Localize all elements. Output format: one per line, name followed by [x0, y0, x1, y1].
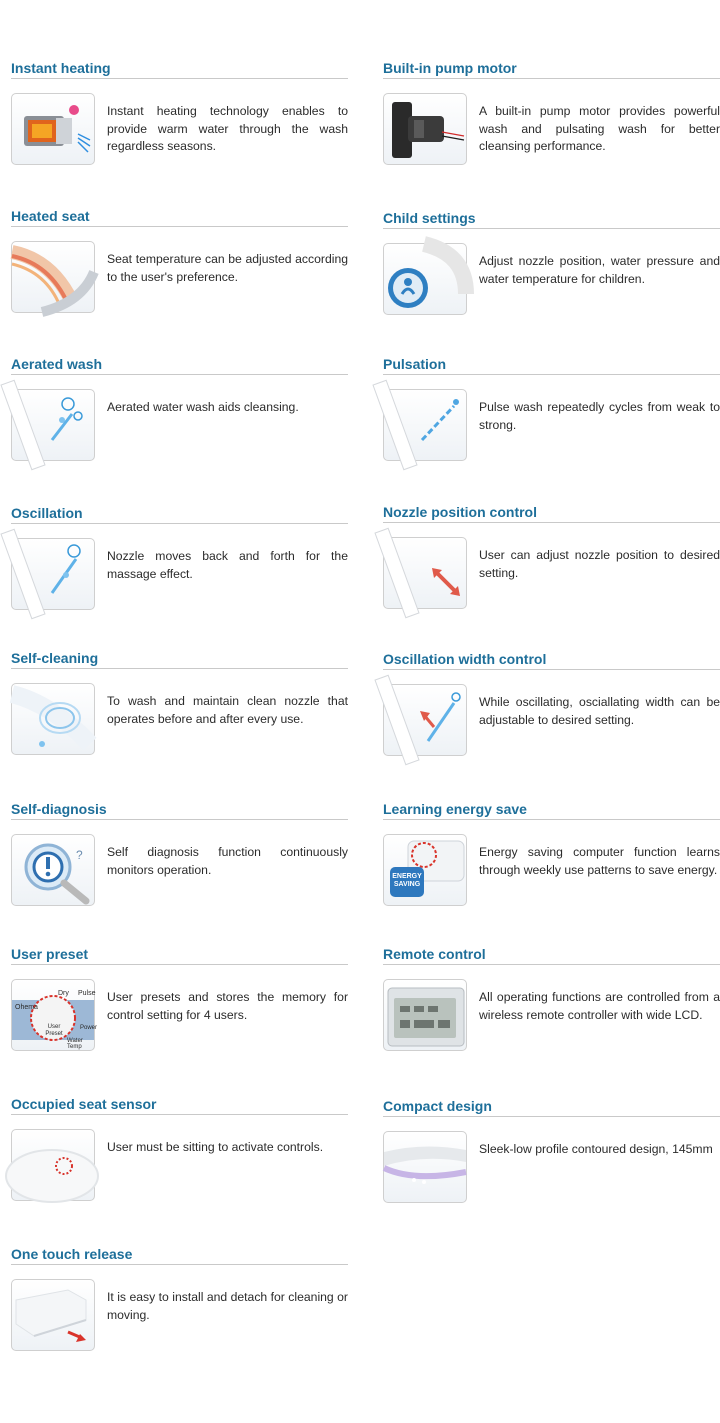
feature-description: Adjust nozzle position, water pressure and water temperature for children. — [479, 254, 720, 286]
feature-learning-energy-save — [383, 799, 720, 906]
svg-text:?: ? — [76, 848, 83, 862]
feature-title: Oscillation width control — [383, 649, 720, 670]
seat-sensor-icon — [11, 1129, 95, 1201]
heater-icon — [11, 93, 95, 165]
feature-description: To wash and maintain clean nozzle that operates before and after every use. — [107, 694, 348, 726]
feature-description: Self diagnosis function continuously monitors operation. — [107, 845, 348, 877]
feature-compact-design — [383, 1096, 720, 1203]
pulse-nozzle-icon — [383, 389, 467, 461]
diagnosis-magnifier-icon — [11, 834, 95, 906]
oscillation-width-icon — [383, 684, 467, 756]
feature-description: Nozzle moves back and forth for the massage effect. — [107, 549, 348, 581]
feature-title: Pulsation — [383, 354, 720, 375]
feature-title: Learning energy save — [383, 799, 720, 820]
feature-description: Seat temperature can be adjusted according to the user's preference. — [107, 252, 348, 284]
feature-title: Oscillation — [11, 503, 348, 524]
energy-saving-icon — [383, 834, 467, 906]
preset-label-water-temp: Water Temp — [67, 1038, 83, 1050]
feature-built-in-pump-motor — [383, 58, 720, 165]
aerated-nozzle-icon — [11, 389, 95, 461]
feature-title: Occupied seat sensor — [11, 1094, 348, 1115]
nozzle-position-icon — [383, 537, 467, 609]
feature-description: User can adjust nozzle position to desired setting. — [479, 548, 720, 580]
feature-description: A built-in pump motor provides powerful wash and pulsating wash for better cleansing performance. — [479, 104, 720, 154]
feature-title: Nozzle position control — [383, 502, 720, 523]
feature-title: User preset — [11, 944, 348, 965]
feature-description: User presets and stores the memory for control setting for 4 users. — [107, 990, 348, 1022]
feature-description: User must be sitting to activate controls. — [107, 1140, 324, 1154]
feature-pulsation — [383, 354, 720, 461]
pump-motor-icon — [383, 93, 467, 165]
preset-label-user-preset: User Preset — [45, 1024, 63, 1037]
feature-aerated-wash — [11, 354, 348, 461]
self-cleaning-icon — [11, 683, 95, 755]
feature-description: Instant heating technology enables to provide warm water through the wash regardless seasons. — [107, 104, 348, 154]
feature-title: Child settings — [383, 208, 720, 229]
feature-title: Self-diagnosis — [11, 799, 348, 820]
feature-self-diagnosis — [11, 799, 348, 906]
feature-title: One touch release — [11, 1244, 348, 1265]
preset-label-dry: Dry — [58, 990, 69, 997]
feature-occupied-seat-sensor — [11, 1094, 348, 1201]
feature-title: Built-in pump motor — [383, 58, 720, 79]
feature-nozzle-position-control — [383, 502, 720, 609]
feature-one-touch-release — [11, 1244, 348, 1351]
feature-heated-seat — [11, 206, 348, 313]
preset-label-ohema: Ohema — [15, 1004, 38, 1011]
feature-title: Compact design — [383, 1096, 720, 1117]
feature-description: Sleek-low profile contoured design, 145mm — [479, 1142, 713, 1156]
feature-child-settings — [383, 208, 720, 315]
feature-title: Instant heating — [11, 58, 348, 79]
one-touch-release-icon — [11, 1279, 95, 1351]
compact-seat-icon — [383, 1131, 467, 1203]
feature-remote-control — [383, 944, 720, 1051]
feature-title: Self-cleaning — [11, 648, 348, 669]
feature-self-cleaning — [11, 648, 348, 755]
feature-description: Aerated water wash aids cleansing. — [107, 400, 299, 414]
oscillation-nozzle-icon — [11, 538, 95, 610]
user-preset-icon — [11, 979, 98, 1051]
feature-title: Heated seat — [11, 206, 348, 227]
feature-oscillation-width-control — [383, 649, 720, 756]
feature-oscillation — [11, 503, 348, 610]
energy-saving-badge: ENERGY SAVING — [392, 873, 422, 888]
feature-title: Remote control — [383, 944, 720, 965]
remote-control-icon — [383, 979, 467, 1051]
preset-label-pulse: Pulse — [78, 990, 96, 997]
feature-description: While oscillating, osciallating width can be adjustable to desired setting. — [479, 695, 720, 727]
feature-description: It is easy to install and detach for cleaning or moving. — [107, 1290, 348, 1322]
feature-description: Energy saving computer function learns through weekly use patterns to save energy. — [479, 845, 720, 877]
feature-instant-heating — [11, 58, 348, 165]
feature-user-preset — [11, 944, 348, 1051]
child-icon — [383, 243, 467, 315]
feature-description: All operating functions are controlled from a wireless remote controller with wide LCD. — [479, 990, 720, 1022]
preset-label-power: Power — [80, 1025, 98, 1031]
heated-seat-icon — [11, 241, 95, 313]
feature-description: Pulse wash repeatedly cycles from weak to strong. — [479, 400, 720, 432]
feature-title: Aerated wash — [11, 354, 348, 375]
